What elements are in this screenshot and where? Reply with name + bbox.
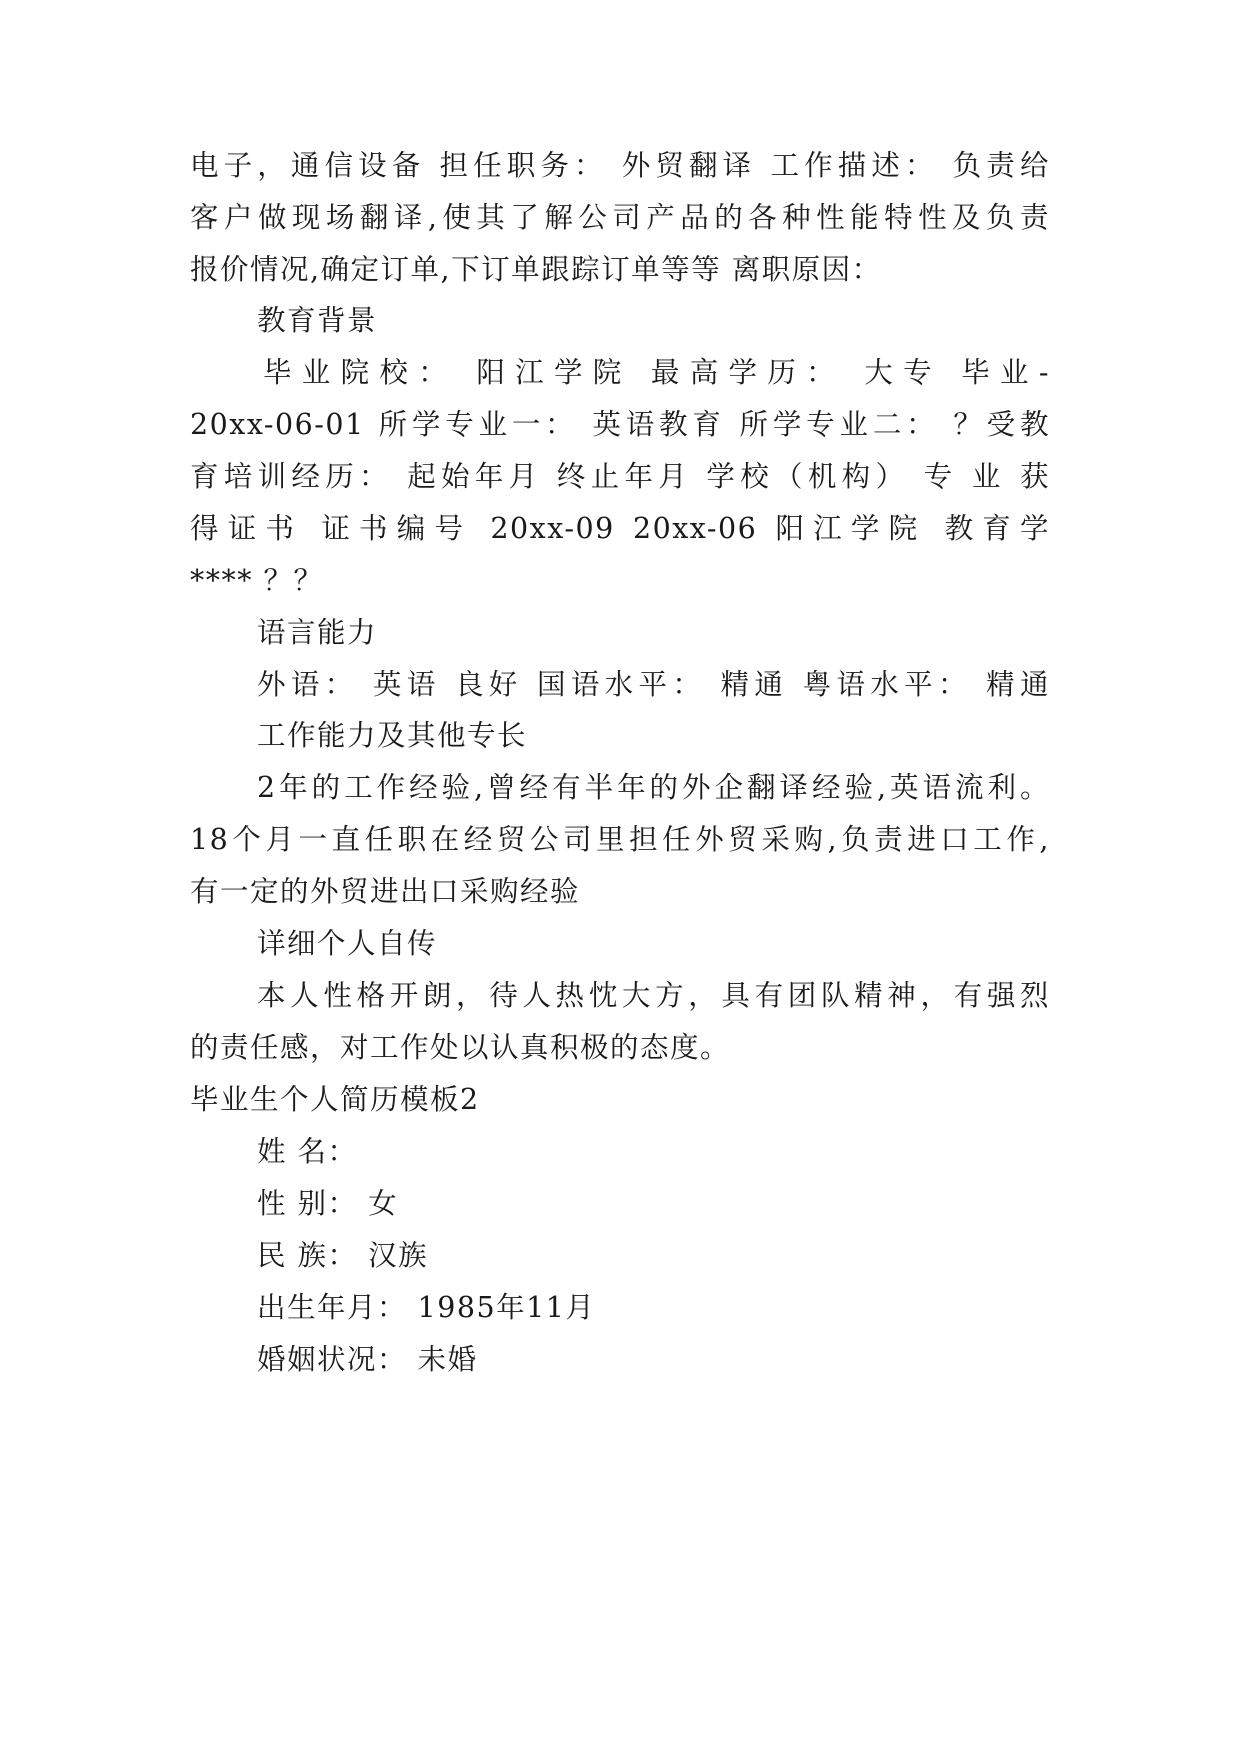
gender-field: 性 别： 女 bbox=[257, 1187, 399, 1220]
self-intro-line-1: 本人性格开朗，待人热忱大方，具有团队精神，有强烈 bbox=[257, 979, 1050, 1012]
language-line-1: 外语： 英语 良好 国语水平： 精通 粤语水平： 精通 bbox=[257, 668, 1050, 701]
name-field: 姓 名： bbox=[257, 1135, 358, 1168]
work-description-line-2: 客户做现场翻译,使其了解公司产品的各种性能特性及负责 bbox=[190, 201, 1050, 234]
work-description-line-1: 电子，通信设备 担任职务： 外贸翻译 工作描述： 负责给 bbox=[190, 149, 1050, 182]
education-line-2: 20xx-06-01 所学专业一： 英语教育 所学专业二： ？受教 bbox=[190, 408, 1050, 441]
abilities-heading: 工作能力及其他专长 bbox=[257, 719, 528, 752]
education-heading: 教育背景 bbox=[257, 304, 378, 337]
abilities-line-3: 有一定的外贸进出口采购经验 bbox=[190, 875, 581, 908]
birth-date-field: 出生年月： 1985年11月 bbox=[257, 1291, 596, 1324]
language-heading: 语言能力 bbox=[257, 616, 378, 649]
ethnicity-field: 民 族： 汉族 bbox=[257, 1239, 429, 1272]
self-intro-heading: 详细个人自传 bbox=[257, 927, 438, 960]
education-line-4: 得证书 证书编号 20xx-09 20xx-06 阳江学院 教育学 bbox=[190, 512, 1050, 545]
marital-status-field: 婚姻状况： 未婚 bbox=[257, 1343, 478, 1376]
work-description-line-3: 报价情况,确定订单,下订单跟踪订单等等 离职原因： bbox=[190, 253, 882, 286]
education-line-5: **** ？？ bbox=[190, 564, 324, 597]
abilities-line-1: 2年的工作经验,曾经有半年的外企翻译经验,英语流利。 bbox=[257, 771, 1050, 804]
education-line-1: 毕业院校： 阳江学院 最高学历： 大专 毕业- bbox=[263, 356, 1050, 389]
template-2-title: 毕业生个人简历模板2 bbox=[190, 1083, 480, 1116]
abilities-line-2: 18个月一直任职在经贸公司里担任外贸采购,负责进口工作, bbox=[190, 823, 1050, 856]
education-line-3: 育培训经历： 起始年月 终止年月 学校（机构） 专 业 获 bbox=[190, 460, 1050, 493]
self-intro-line-2: 的责任感，对工作处以认真积极的态度。 bbox=[190, 1031, 731, 1064]
